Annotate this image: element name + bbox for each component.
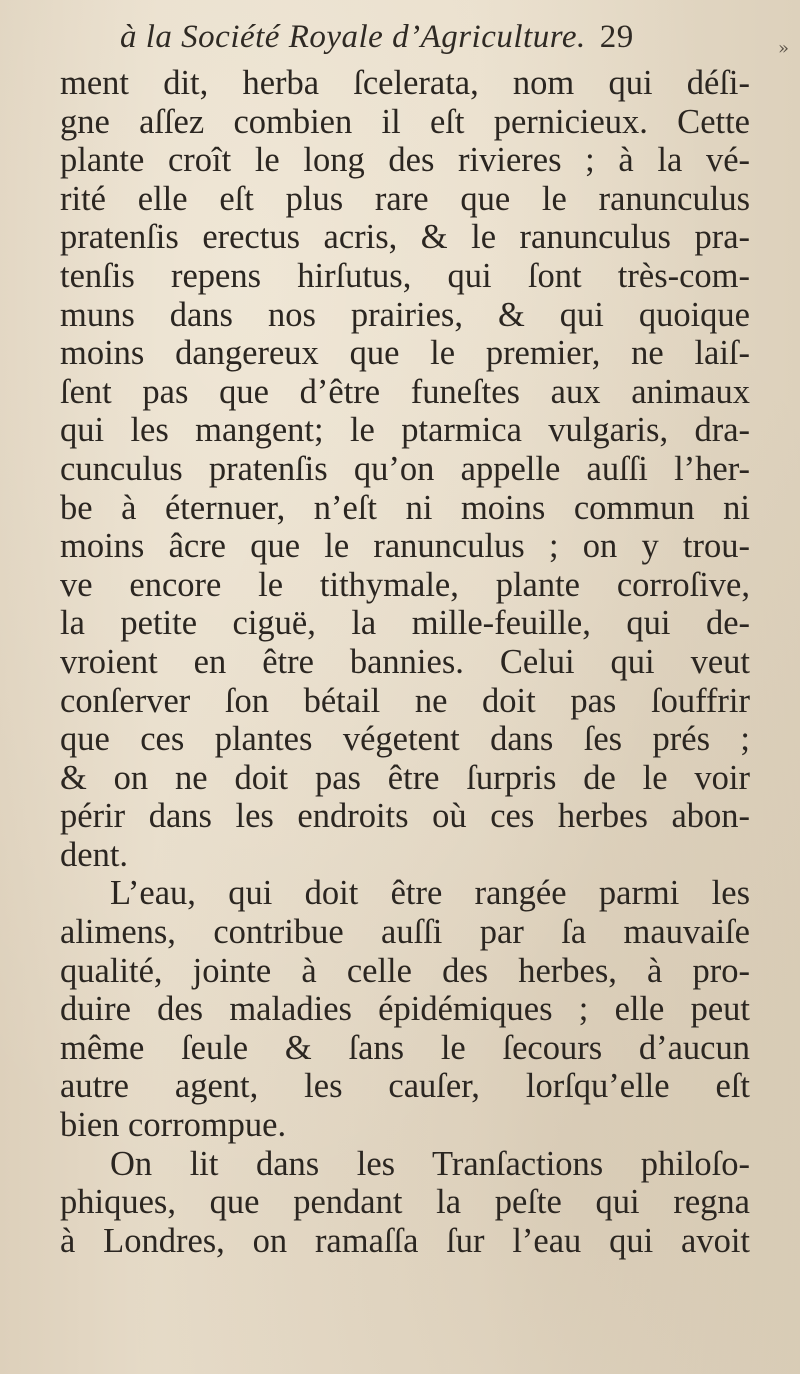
text-line: ment dit, herba ſcelerata, nom qui déſi- bbox=[60, 64, 750, 102]
running-header bbox=[120, 14, 720, 60]
text-line: qui les mangent; le ptarmica vulgaris, dra- bbox=[60, 411, 750, 450]
text-line: cunculus pratenſis qu’on appelle auſſi l’her- bbox=[60, 449, 750, 488]
text-line: tenſis repens hirſutus, qui ſont très-com- bbox=[60, 256, 750, 295]
text-line: duire des maladies épidémiques ; elle peut bbox=[60, 990, 750, 1029]
text-line: moins dangereux que le premier, ne laiſ- bbox=[60, 334, 750, 373]
text-line: plante croît le long des rivieres ; à la vé- bbox=[60, 141, 750, 180]
text-line: & on ne doit pas être ſurpris de le voir bbox=[60, 758, 750, 797]
text-line: On lit dans les Tranſactions philoſo- bbox=[110, 1144, 750, 1183]
text-line: même ſeule & ſans le ſecours d’aucun bbox=[60, 1028, 750, 1067]
text-line: ſent pas que d’être funeſtes aux animaux bbox=[60, 372, 750, 411]
text-line: gne aſſez combien il eſt pernicieux. Cette bbox=[60, 102, 750, 141]
body-text bbox=[60, 64, 750, 1260]
text-line: périr dans les endroits où ces herbes abon- bbox=[60, 797, 750, 836]
text-line: phiques, que pendant la peſte qui regna bbox=[60, 1183, 750, 1222]
text-line: muns dans nos prairies, & qui quoique bbox=[60, 295, 750, 334]
text-line: ve encore le tithymale, plante corroſive, bbox=[60, 565, 750, 604]
text-line: alimens, contribue auſſi par ſa mauvaiſe bbox=[60, 913, 750, 952]
text-line: à Londres, on ramaſſa ſur l’eau qui avoit bbox=[60, 1221, 750, 1260]
text-line: conſerver ſon bétail ne doit pas ſouffrir bbox=[60, 681, 750, 720]
text-line: bien corrompue. bbox=[60, 1106, 287, 1145]
text-line: be à éternuer, n’eſt ni moins commun ni bbox=[60, 488, 750, 527]
running-title: à la Société Royale d’Agriculture. bbox=[120, 19, 586, 55]
text-line: pratenſis erectus acris, & le ranunculus pra- bbox=[60, 218, 750, 257]
text-line: rité elle eſt plus rare que le ranunculus bbox=[60, 179, 750, 218]
page-number: 29 bbox=[599, 19, 634, 55]
text-line: que ces plantes végetent dans ſes prés ; bbox=[60, 720, 750, 759]
text-line: L’eau, qui doit être rangée parmi les bbox=[110, 874, 750, 913]
text-line: la petite ciguë, la mille-feuille, qui de- bbox=[60, 604, 750, 643]
text-line: dent. bbox=[60, 835, 129, 874]
text-line: qualité, jointe à celle des herbes, à pro- bbox=[60, 951, 750, 990]
margin-mark: » bbox=[778, 38, 790, 59]
text-line: vroient en être bannies. Celui qui veut bbox=[60, 642, 750, 681]
text-line: autre agent, les cauſer, lorſqu’elle eſt bbox=[60, 1067, 750, 1106]
text-line: moins âcre que le ranunculus ; on y trou- bbox=[60, 527, 750, 566]
